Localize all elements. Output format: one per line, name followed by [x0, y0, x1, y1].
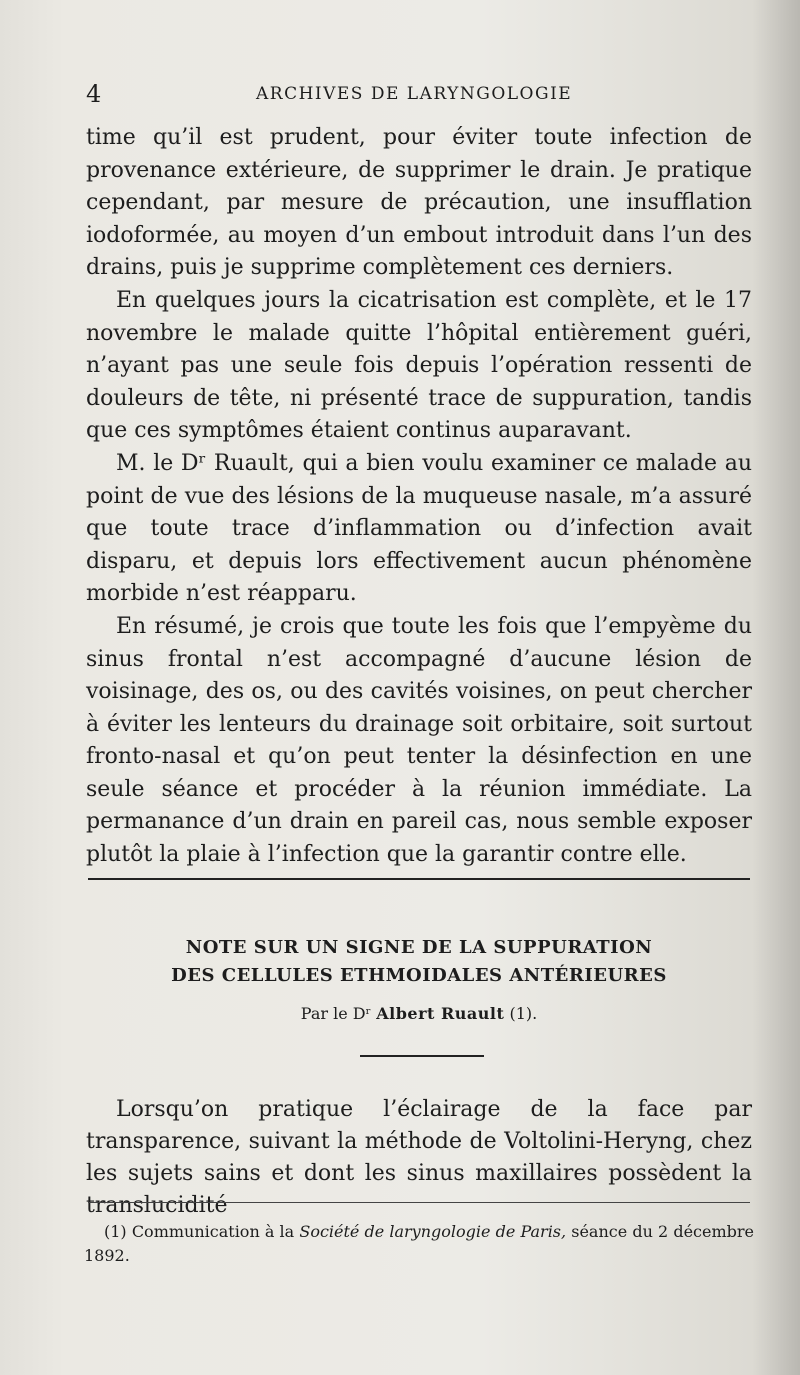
note-title-line-2: DES CELLULES ETHMOIDALES ANTÉRIEURES	[171, 965, 667, 986]
author-name: Albert Ruault	[376, 1004, 505, 1023]
article-body	[86, 122, 752, 872]
note-title	[86, 934, 752, 990]
footnote	[84, 1220, 754, 1268]
paragraph-1: time qu’il est prudent, pour éviter toute infection de provenance extérieure, de supprimer le drain. Je pratique cependant, par mesure de précaution, une insufflation iodoformée, au moyen d’un embout introduit dans l’un des drains, puis je supprime complètement ces derniers.	[86, 125, 752, 281]
paragraph-2: En quelques jours la cicatrisation est complète, et le 17 novembre le malade quitte l’hôpital entièrement guéri, n’ayant pas une seule fois depuis l’opération ressenti de douleurs de tête, ni présenté trace de suppuration, tandis que ces symptômes étaient continus auparavant.	[86, 287, 752, 444]
byline	[86, 1004, 752, 1023]
note-title-line-1: NOTE SUR UN SIGNE DE LA SUPPURATION	[185, 937, 653, 958]
paragraph-4: En résumé, je crois que toute les fois que l’empyème du sinus frontal n’est accompagné d’aucune lésion de voisinage, des os, ou des cavités voisines, on peut chercher à éviter les lenteurs du drainage soit orbitaire, soit surtout fronto-nasal et qu’on peut tenter la désinfection en une seule séance et procéder à la réunion immédiate. La permanance d’un drain en pareil cas, nous semble exposer plutôt la plaie à l’infection que la garantir contre elle.	[86, 613, 752, 868]
byline-prefix: Par le Dʳ	[300, 1004, 372, 1023]
footnote-text-before: Communication à la	[131, 1222, 295, 1241]
note-paragraph-1: Lorsqu’on pratique l’éclairage de la face par transparence, suivant la méthode de Voltolini-Heryng, chez les sujets sains et dont les sinus maxillaires possèdent la translucidité	[86, 1097, 752, 1218]
section-divider	[88, 878, 750, 880]
page-number: 4	[86, 80, 102, 108]
title-underline	[360, 1055, 484, 1057]
journal-title: ARCHIVES DE LARYNGOLOGIE	[256, 84, 573, 104]
running-head	[86, 80, 750, 110]
footnote-divider	[88, 1202, 750, 1203]
footnote-text-after: séance du 2 décembre 1892.	[84, 1222, 755, 1265]
footnote-society: Société de laryngologie de Paris,	[299, 1222, 567, 1241]
byline-footnote-ref: (1).	[509, 1004, 538, 1023]
footnote-marker: (1)	[104, 1222, 127, 1241]
paragraph-3: M. le Dʳ Ruault, qui a bien voulu examiner ce malade au point de vue des lésions de la muqueuse nasale, m’a assuré que toute trace d’inflammation ou d’infection avait disparu, et depuis lors effectivement aucun phénomène morbide n’est réapparu.	[86, 450, 752, 607]
